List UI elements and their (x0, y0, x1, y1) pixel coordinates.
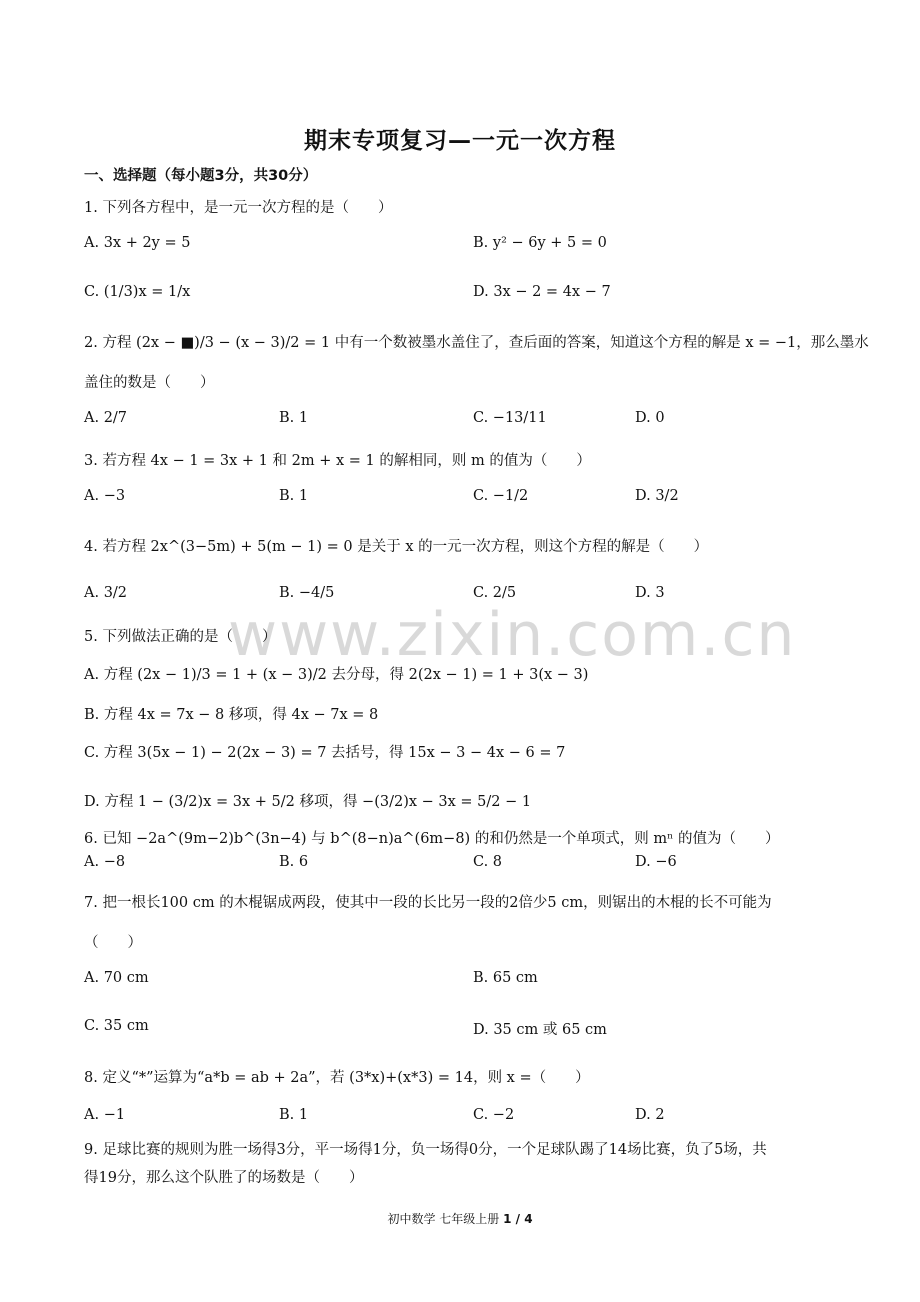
question-2-option-d: D. 0 (635, 410, 665, 426)
question-4-option-a: A. 3/2 (84, 585, 128, 601)
question-7-option-d: D. 35 cm 或 65 cm (473, 1022, 607, 1038)
question-5-option-c: C. 方程 3(5x − 1) − 2(2x − 3) = 7 去括号，得 15x − 3 − 4x − 6 = 7 (84, 745, 566, 761)
question-1-option-c: C. (1/3)x = 1/x (84, 284, 191, 300)
question-1-option-d: D. 3x − 2 = 4x − 7 (473, 284, 611, 300)
question-7-option-a: A. 70 cm (84, 970, 149, 986)
question-2-option-a: A. 2/7 (84, 410, 128, 426)
page-title: 期末专项复习—一元一次方程 (304, 128, 616, 154)
footer-subject: 初中数学 七年级上册 (387, 1212, 500, 1226)
page-number: 1 / 4 (503, 1212, 533, 1226)
question-4-option-b: B. −4/5 (279, 585, 335, 601)
question-7-stem: 7. 把一根长100 cm 的木棍锯成两段，使其中一段的长比另一段的2倍少5 cm，则锯出的木棍的长不可能为 (84, 895, 772, 911)
question-4-option-d: D. 3 (635, 585, 665, 601)
question-8-option-b: B. 1 (279, 1107, 309, 1123)
question-8-option-c: C. −2 (473, 1107, 515, 1123)
question-3-option-b: B. 1 (279, 488, 309, 504)
question-2-stem-cont: 盖住的数是（ ） (84, 375, 215, 391)
question-4-stem: 4. 若方程 2x^(3−5m) + 5(m − 1) = 0 是关于 x 的一元一次方程，则这个方程的解是（ ） (84, 539, 709, 555)
question-8-option-d: D. 2 (635, 1107, 665, 1123)
question-9-stem-cont: 得19分，那么这个队胜了的场数是（ ） (84, 1170, 364, 1186)
question-8-stem: 8. 定义“*”运算为“a*b = ab + 2a”，若 (3*x)+(x*3) = 14，则 x =（ ） (84, 1070, 590, 1086)
question-5-stem: 5. 下列做法正确的是（ ） (84, 629, 277, 645)
question-1-option-a: A. 3x + 2y = 5 (84, 235, 191, 251)
question-7-option-c: C. 35 cm (84, 1018, 149, 1034)
question-8-option-a: A. −1 (84, 1107, 126, 1123)
question-6-option-a: A. −8 (84, 854, 126, 870)
question-5-option-a: A. 方程 (2x − 1)/3 = 1 + (x − 3)/2 去分母，得 2(2x − 1) = 1 + 3(x − 3) (84, 667, 589, 683)
question-9-stem: 9. 足球比赛的规则为胜一场得3分，平一场得1分，负一场得0分，一个足球队踢了14场比赛，负了5场，共 (84, 1142, 767, 1158)
question-3-option-c: C. −1/2 (473, 488, 529, 504)
question-1-stem: 1. 下列各方程中，是一元一次方程的是（ ） (84, 200, 393, 216)
section-heading: 一、选择题（每小题3分，共30分） (84, 168, 318, 184)
question-2-stem: 2. 方程 (2x − ■)/3 − (x − 3)/2 = 1 中有一个数被墨水盖住了，查后面的答案，知道这个方程的解是 x = −1，那么墨水 (84, 335, 869, 351)
question-7-stem-cont: （ ） (84, 935, 142, 951)
question-3-option-a: A. −3 (84, 488, 126, 504)
question-6-option-b: B. 6 (279, 854, 309, 870)
question-5-option-d: D. 方程 1 − (3/2)x = 3x + 5/2 移项，得 −(3/2)x − 3x = 5/2 − 1 (84, 794, 532, 810)
question-1-option-b: B. y² − 6y + 5 = 0 (473, 235, 607, 251)
question-3-option-d: D. 3/2 (635, 488, 679, 504)
question-3-stem: 3. 若方程 4x − 1 = 3x + 1 和 2m + x = 1 的解相同，则 m 的值为（ ） (84, 453, 591, 469)
question-7-option-b: B. 65 cm (473, 970, 538, 986)
question-5-option-b: B. 方程 4x = 7x − 8 移项，得 4x − 7x = 8 (84, 707, 379, 723)
question-6-option-d: D. −6 (635, 854, 677, 870)
question-6-stem: 6. 已知 −2a^(9m−2)b^(3n−4) 与 b^(8−n)a^(6m−8) 的和仍然是一个单项式，则 mⁿ 的值为（ ） (84, 831, 780, 847)
watermark: www.zixin.com.cn (228, 600, 797, 670)
question-6-option-c: C. 8 (473, 854, 503, 870)
question-4-option-c: C. 2/5 (473, 585, 517, 601)
question-2-option-c: C. −13/11 (473, 410, 547, 426)
page-footer (0, 1210, 920, 1227)
question-2-option-b: B. 1 (279, 410, 309, 426)
